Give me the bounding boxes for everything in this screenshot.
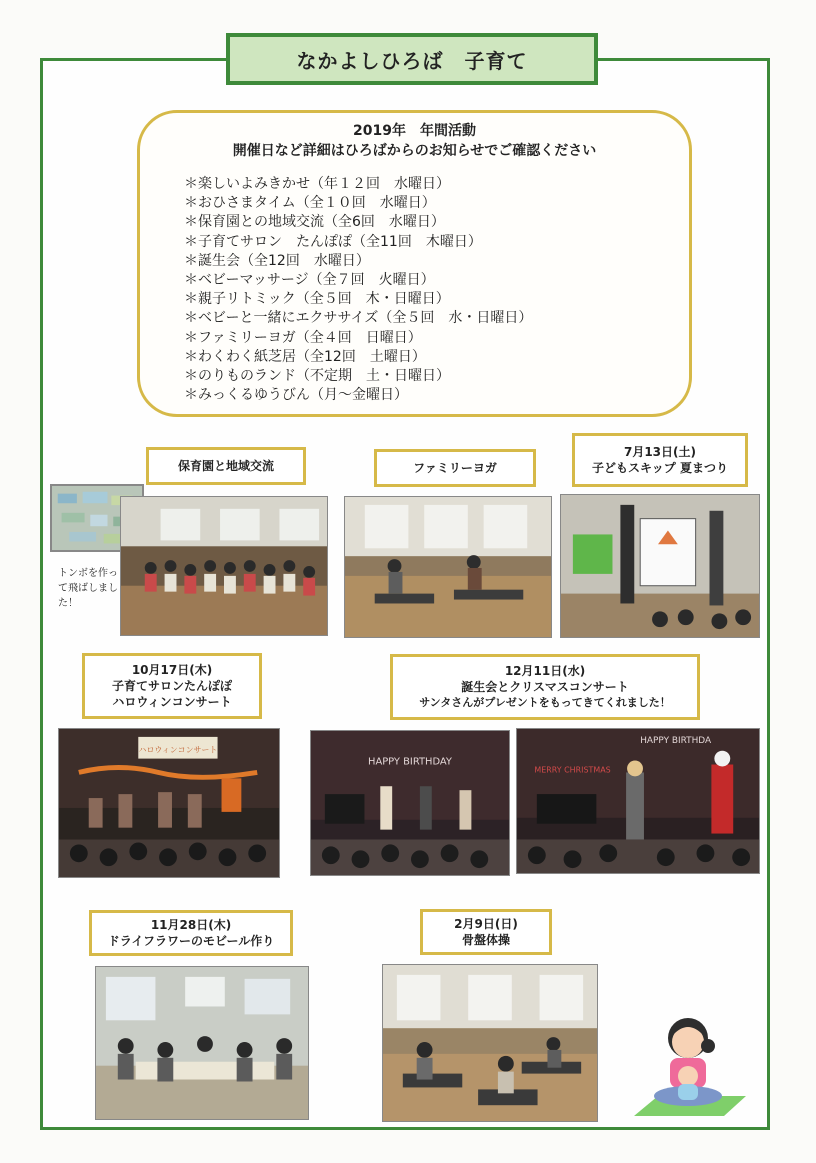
label-date: 12月11日(水) — [504, 664, 586, 678]
label-text: 保育園と地域交流 — [177, 459, 274, 473]
list-item: ＊みっくるゆうびん（月～金曜日） — [184, 387, 408, 404]
list-item: ＊ベビーと一緒にエクササイズ（全５回 水・日曜日） — [184, 310, 533, 327]
page-title — [226, 33, 598, 85]
label-local-exchange — [146, 447, 306, 485]
list-item: ＊親子リトミック（全５回 木・日曜日） — [184, 291, 450, 308]
activities-heading-note: 開催日など詳細はひろばからのお知らせでご確認ください — [232, 143, 597, 159]
label-text: 骨盤体操 — [461, 933, 510, 947]
mobile-craft-photo — [95, 966, 309, 1120]
list-item: ＊誕生会（全12回 水曜日） — [184, 252, 370, 269]
birthday-concert-photo — [310, 730, 510, 876]
activities-heading — [140, 121, 689, 161]
label-text: 子どもスキップ 夏まつり — [592, 461, 728, 475]
activities-heading-year: 2019年 年間活動 — [353, 123, 476, 139]
label-text: サンタさんがプレゼントをもってきてくれました！ — [419, 696, 671, 709]
label-text: ファミリーヨガ — [413, 461, 497, 475]
annual-activities-box — [137, 110, 692, 417]
halloween-concert-photo — [58, 728, 280, 878]
photo-caption: トンボを作って飛ばしました！ — [58, 568, 118, 609]
label-date: 7月13日(土) — [623, 445, 697, 459]
list-item: ＊子育てサロン たんぽぽ（全11回 木曜日） — [184, 233, 482, 250]
label-text: 子育てサロンたんぽぽ — [111, 679, 232, 693]
label-text: ドライフラワーのモビール作り — [107, 934, 275, 948]
label-mobile-craft — [89, 910, 293, 956]
family-yoga-photo — [344, 496, 552, 638]
label-date: 2月9日(日) — [454, 917, 518, 931]
mother-baby-illustration — [628, 1012, 748, 1122]
birthday-banner-text-2: HAPPY BIRTHDA — [640, 735, 712, 746]
label-text: ハロウィンコンサート — [112, 695, 232, 709]
local-exchange-photo — [120, 496, 328, 636]
list-item: ＊おひさまタイム（全１０回 水曜日） — [184, 195, 436, 212]
list-item: ＊保育園との地域交流（全6回 水曜日） — [184, 214, 445, 231]
label-date: 11月28日(木) — [150, 918, 232, 932]
label-text: 誕生会とクリスマスコンサート — [461, 680, 629, 694]
xmas-text: MERRY CHRISTMAS — [534, 765, 611, 775]
label-christmas-concert — [390, 654, 700, 720]
label-date: 10月17日(木) — [131, 663, 213, 677]
list-item: ＊わくわく紙芝居（全12回 土曜日） — [184, 348, 426, 365]
activities-list — [184, 175, 689, 405]
label-summer-festival — [572, 433, 748, 487]
halloween-sign-text: ハロウィンコンサート — [138, 745, 218, 755]
label-family-yoga — [374, 449, 536, 487]
list-item: ＊のりものランド（不定期 土・日曜日） — [184, 368, 450, 385]
label-halloween-concert — [82, 653, 262, 719]
pelvis-exercise-photo — [382, 964, 598, 1122]
page-title-text: なかよしひろば 子育て — [296, 48, 528, 73]
list-item: ＊ベビーマッサージ（全７回 火曜日） — [184, 272, 435, 289]
list-item: ＊ファミリーヨガ（全４回 日曜日） — [184, 329, 422, 346]
birthday-banner-text: HAPPY BIRTHDAY — [368, 756, 452, 768]
list-item: ＊楽しいよみきかせ（年１２回 水曜日） — [184, 176, 450, 192]
summer-festival-photo — [560, 494, 760, 638]
santa-present-photo — [516, 728, 760, 874]
label-pelvis-exercise — [420, 909, 552, 955]
